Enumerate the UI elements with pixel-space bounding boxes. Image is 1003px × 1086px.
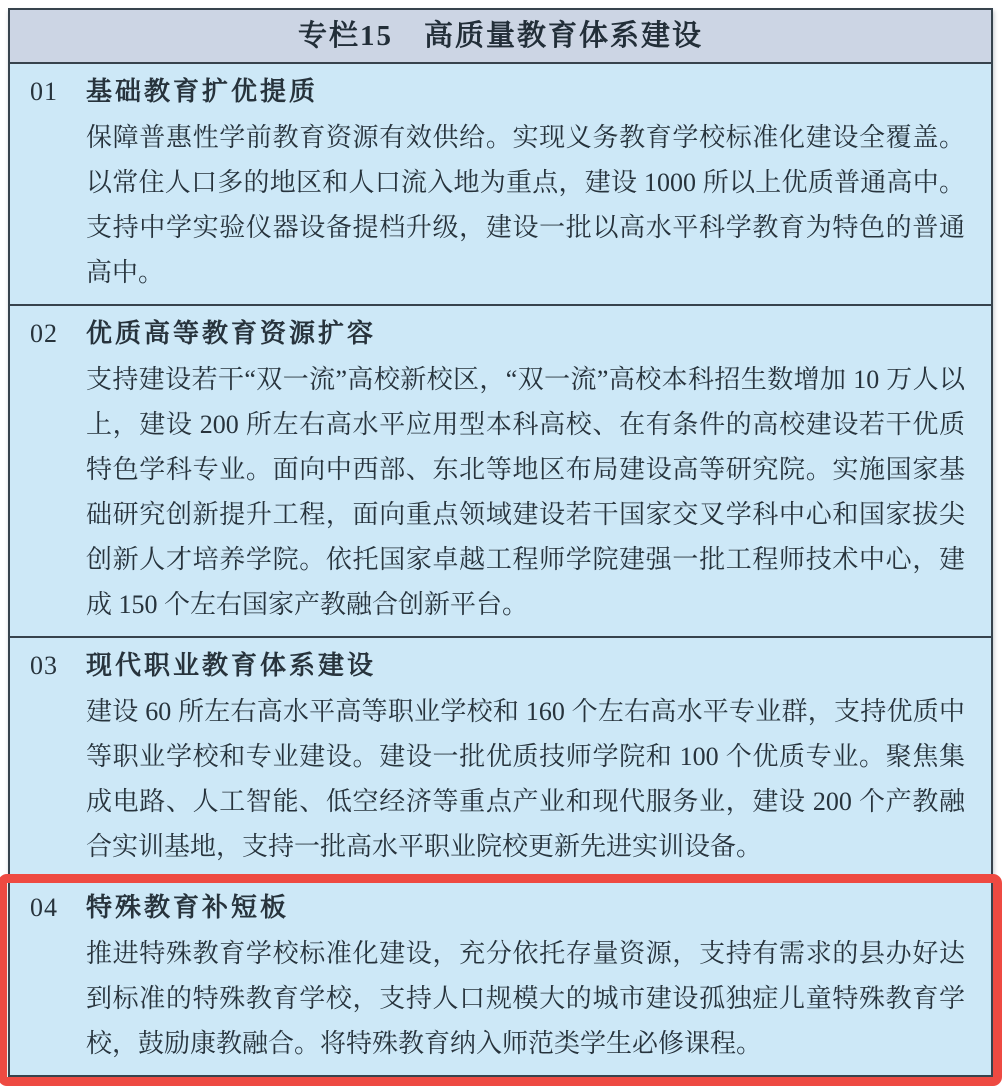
section-02-number: 02: [30, 319, 58, 348]
panel-title: 专栏15 高质量教育体系建设: [10, 10, 991, 64]
section-03-body: 建设 60 所左右高水平高等职业学校和 160 个左右高水平专业群，支持优质中等职业学校和专业建设。建设一批优质技师学院和 100 个优质专业。聚焦集成电路、人工智能、低空经济等重点产业和现代服务业，建设 200 个产教融合实训基地，支持一批高水平职业院校更新先进实训设备。: [86, 697, 965, 861]
section-04-heading: 特殊教育补短板: [86, 893, 290, 922]
section-02-body: 支持建设若干“双一流”高校新校区，“双一流”高校本科招生数增加 10 万人以上，建设 200 所左右高水平应用型本科高校、在有条件的高校建设若干优质特色学科专业。面向中西部、东北等地区布局建设高等研究院。实施国家基础研究创新提升工程，面向重点领域建设若干国家交叉学科中心和国家拔尖创新人才培养学院。依托国家卓越工程师学院建强一批工程师技术中心，建成 150 个左右国家产教融合创新平台。: [86, 365, 965, 619]
section-01-number: 01: [30, 77, 58, 106]
section-04-number: 04: [30, 893, 58, 922]
section-03: [10, 636, 991, 878]
section-01-heading: 基础教育扩优提质: [86, 77, 319, 106]
education-plan-panel: [8, 8, 993, 1077]
section-02: [10, 304, 991, 636]
section-01: [10, 64, 991, 304]
section-04: [10, 878, 991, 1075]
section-03-number: 03: [30, 651, 58, 680]
section-04-body: 推进特殊教育学校标准化建设，充分依托存量资源，支持有需求的县办好达到标准的特殊教育学校，支持人口规模大的城市建设孤独症儿童特殊教育学校，鼓励康教融合。将特殊教育纳入师范类学生必修课程。: [86, 939, 965, 1058]
section-02-heading: 优质高等教育资源扩容: [86, 319, 377, 348]
section-03-heading: 现代职业教育体系建设: [86, 651, 377, 680]
section-01-body: 保障普惠性学前教育资源有效供给。实现义务教育学校标准化建设全覆盖。以常住人口多的地区和人口流入地为重点，建设 1000 所以上优质普通高中。支持中学实验仪器设备提档升级，建设一批以高水平科学教育为特色的普通高中。: [86, 123, 965, 287]
